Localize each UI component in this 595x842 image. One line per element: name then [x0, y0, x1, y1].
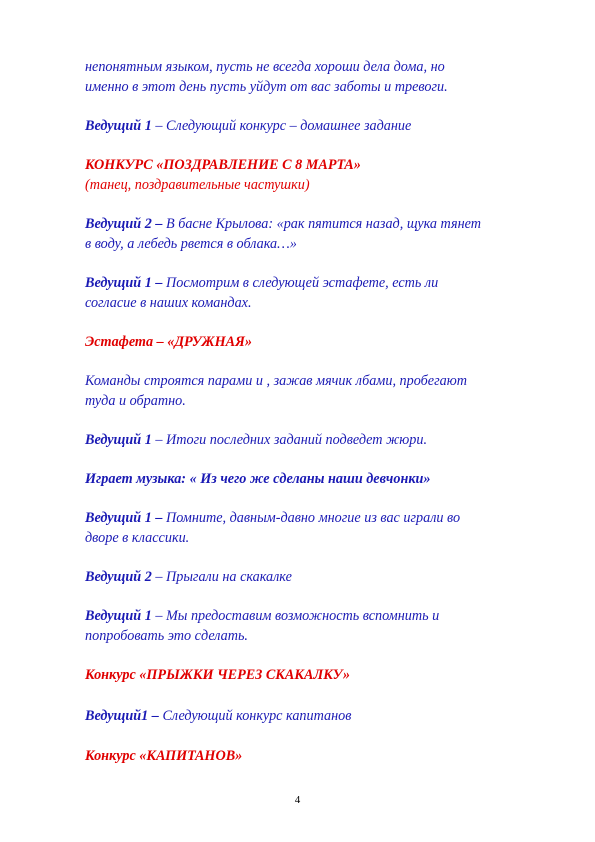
- speaker-text: Следующий конкурс капитанов: [158, 708, 352, 724]
- page-number: 4: [294, 794, 301, 806]
- paragraph-host2-fable: [85, 215, 535, 254]
- speaker-label: Ведущий 1: [85, 432, 152, 448]
- speaker-text: Посмотрим в следующей эстафете, есть ли: [162, 275, 439, 291]
- contest-subtitle: (танец, поздравительные частушки): [85, 176, 310, 193]
- paragraph-intro-continuation: [85, 58, 535, 97]
- text-line: именно в этот день пусть уйдут от вас заботы и тревоги.: [85, 78, 448, 95]
- text-line: в воду, а лебедь рвется в облака…»: [85, 235, 297, 252]
- captains-contest-heading: [85, 747, 535, 767]
- paragraph-host1-try: [85, 607, 535, 646]
- speaker-label: Ведущий 2 –: [85, 216, 163, 232]
- speaker-label: Ведущий 1: [85, 608, 152, 624]
- paragraph-host1-jury: [85, 431, 535, 451]
- speaker-label: Ведущий 1 –: [85, 275, 163, 291]
- speaker-text: – Итоги последних заданий подведет жюри.: [151, 432, 428, 448]
- paragraph-host1-relay: [85, 274, 535, 313]
- paragraph-relay-rules: [85, 372, 535, 411]
- speaker-label: Ведущий 1 –: [85, 510, 163, 526]
- contest-greeting-heading: [85, 156, 535, 195]
- paragraph-host1-hopscotch: [85, 509, 535, 548]
- text-line: согласие в наших командах.: [85, 294, 252, 311]
- relay-heading: [85, 333, 535, 353]
- relay-title: Эстафета – «ДРУЖНАЯ»: [85, 334, 252, 350]
- contest-title: КОНКУРС «ПОЗДРАВЛЕНИЕ С 8 МАРТА»: [85, 157, 361, 173]
- contest-title: Конкурс «КАПИТАНОВ»: [85, 748, 243, 764]
- jumprope-contest-heading: [85, 666, 535, 686]
- text-line: дворе в классики.: [85, 529, 190, 546]
- speaker-text: Помните, давным-давно многие из вас играли во: [162, 510, 461, 526]
- text-line: Команды строятся парами и , зажав мячик лбами, пробегают: [85, 373, 467, 389]
- text-line: туда и обратно.: [85, 392, 186, 409]
- paragraph-host2-jumprope: [85, 568, 535, 588]
- paragraph-host1-captains: [85, 707, 535, 727]
- music-text: Играет музыка: « Из чего же сделаны наши девчонки»: [85, 471, 431, 487]
- paragraph-host1-homework: [85, 117, 535, 137]
- speaker-text: – Мы предоставим возможность вспомнить и: [151, 608, 440, 624]
- speaker-label: Ведущий 1: [85, 118, 152, 134]
- speaker-text: – Прыгали на скакалке: [151, 569, 292, 585]
- text-line: непонятным языком, пусть не всегда хороши дела дома, но: [85, 59, 445, 75]
- speaker-text: В басне Крылова: «рак пятится назад, щука тянет: [162, 216, 481, 232]
- speaker-label: Ведущий1 –: [85, 708, 159, 724]
- contest-title: Конкурс «ПРЫЖКИ ЧЕРЕЗ СКАКАЛКУ»: [85, 667, 350, 683]
- speaker-label: Ведущий 2: [85, 569, 152, 585]
- paragraph-music: [85, 470, 535, 490]
- speaker-text: – Следующий конкурс – домашнее задание: [151, 118, 412, 134]
- text-line: попробовать это сделать.: [85, 627, 248, 644]
